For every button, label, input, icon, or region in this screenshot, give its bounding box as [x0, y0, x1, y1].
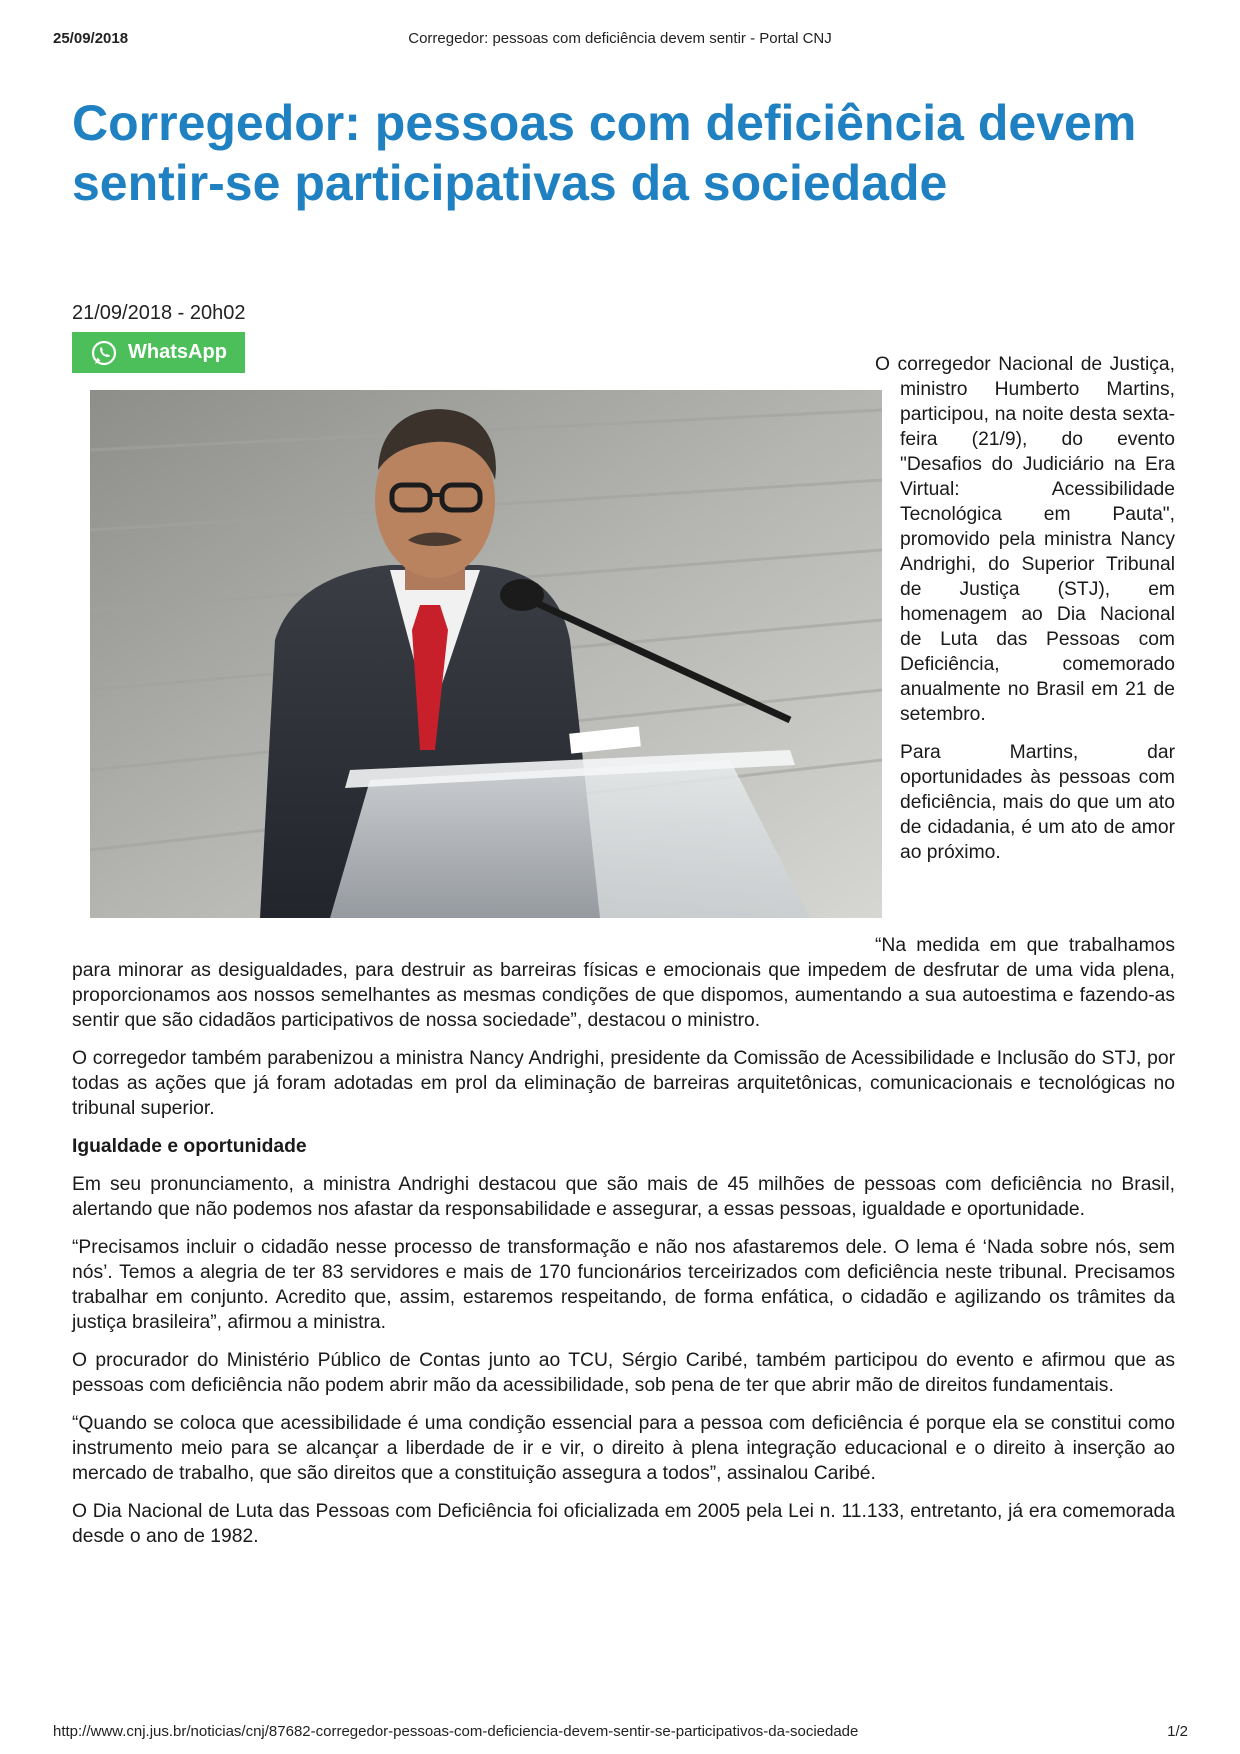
- body-paragraph: “Na medida em que trabalhamos para minorar as desigualdades, para destruir as barreiras físicas e emocionais que impedem de desfrutar de uma vida plena, proporcionamos aos nossos semelhantes as mesmas condições de que dispomos, aumentando a sua autoestima e fazendo-as sentir que são cidadãos participativos de nossa sociedade”, destacou o ministro.: [72, 935, 1175, 1031]
- body-paragraph: “Quando se coloca que acessibilidade é uma condição essencial para a pessoa com deficiência é porque ela se constitui como instrumento meio para se alcançar a liberdade de ir e vir, o direito à plena integração educacional e o direito à inserção ao mercado de trabalho, que são direitos que a constituição assegura a todos”, assinalou Caribé.: [72, 1413, 1175, 1484]
- body-paragraph: Em seu pronunciamento, a ministra Andrighi destacou que são mais de 45 milhões de pessoas com deficiência no Brasil, alertando que não podemos nos afastar da responsabilidade e assegurar, a essas pessoas, igualdade e oportunidade.: [72, 1174, 1175, 1220]
- body-paragraph: O corregedor também parabenizou a ministra Nancy Andrighi, presidente da Comissão de Acessibilidade e Inclusão do STJ, por todas as ações que já foram adotadas em prol da eliminação de barreiras arquitetônicas, comunicacionais e tecnológicas no tribunal superior.: [72, 1048, 1175, 1119]
- publication-date: 21/09/2018 - 20h02: [72, 302, 246, 324]
- print-footer-url: http://www.cnj.jus.br/noticias/cnj/87682-corregedor-pessoas-com-deficiencia-devem-sentir-se-participativos-da-sociedade: [53, 1723, 859, 1740]
- whatsapp-share-label: WhatsApp: [128, 341, 227, 363]
- section-subheading: Igualdade e oportunidade: [72, 1136, 307, 1157]
- lead-text: [875, 352, 1175, 878]
- article-body: [72, 933, 1175, 1562]
- print-footer-page-number: 1/2: [1167, 1723, 1188, 1740]
- body-paragraph: O Dia Nacional de Luta das Pessoas com Deficiência foi oficializada em 2005 pela Lei n. 11.133, entretanto, já era comemorada desde o ano de 1982.: [72, 1501, 1175, 1547]
- lead-paragraph: O corregedor Nacional de Justiça, ministro Humberto Martins, participou, na noite desta sexta-feira (21/9), do evento "Desafios do Judiciário na Era Virtual: Acessibilidade Tecnológica em Pauta", promovido pela ministra Nancy Andrighi, do Superior Tribunal de Justiça (STJ), em homenagem ao Dia Nacional de Luta das Pessoas com Deficiência, comemorado anualmente no Brasil em 21 de setembro.: [875, 354, 1175, 725]
- article-photo: [90, 390, 882, 918]
- body-paragraph: O procurador do Ministério Público de Contas junto ao TCU, Sérgio Caribé, também participou do evento e afirmou que as pessoas com deficiência não podem abrir mão da acessibilidade, sob pena de ter que abrir mão de direitos fundamentais.: [72, 1350, 1175, 1396]
- print-header-title: Corregedor: pessoas com deficiência devem sentir - Portal CNJ: [408, 30, 832, 47]
- body-paragraph: “Precisamos incluir o cidadão nesse processo de transformação e não nos afastaremos dele. O lema é ‘Nada sobre nós, sem nós’. Temos a alegria de ter 83 servidores e mais de 170 funcionários terceirizados com deficiência neste tribunal. Precisamos trabalhar em conjunto. Acredito que, assim, estaremos respeitando, de forma enfática, o cidadão e agilizando os trâmites da justiça brasileira”, afirmou a ministra.: [72, 1237, 1175, 1333]
- whatsapp-icon: [90, 339, 118, 367]
- article-title: Corregedor: pessoas com deficiência devem sentir-se participativas da sociedade: [72, 95, 1137, 211]
- whatsapp-share-button[interactable]: [72, 332, 245, 373]
- lead-paragraph: Para Martins, dar oportunidades às pessoas com deficiência, mais do que um ato de cidadania, é um ato de amor ao próximo.: [900, 742, 1175, 863]
- print-header-date: 25/09/2018: [53, 30, 129, 47]
